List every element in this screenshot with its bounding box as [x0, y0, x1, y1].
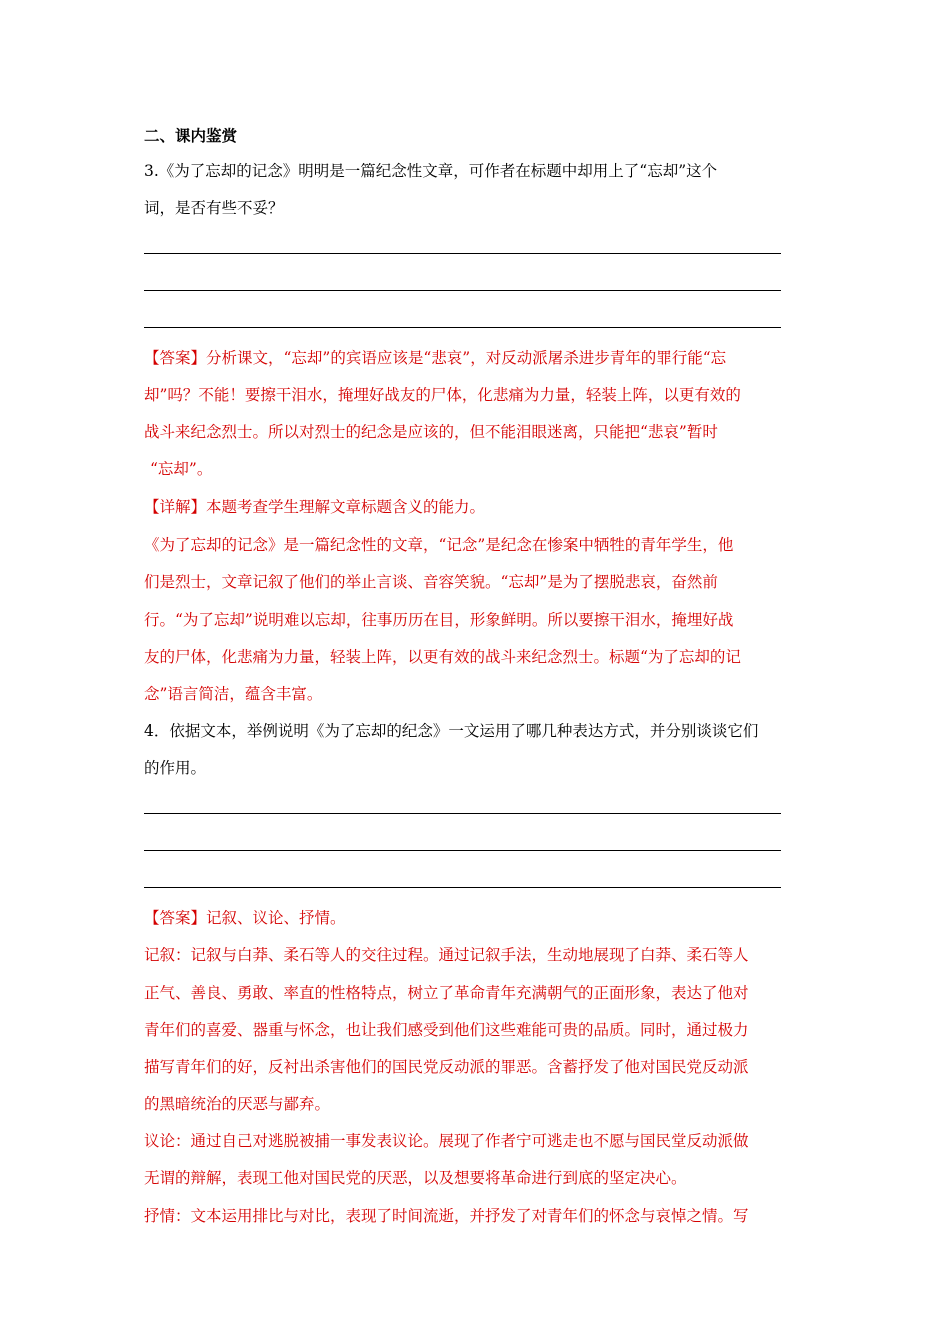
q4-answer-line-3: 正气、善良、勇敢、率直的性格特点，树立了革命青年充满朝气的正面形象，表达了他对	[144, 984, 749, 1002]
question-3-line-1: 3.《为了忘却的记念》明明是一篇纪念性文章，可作者在标题中却用上了“忘却”这个	[144, 162, 718, 180]
q3-detail-line-3: 行。“为了忘却”说明难以忘却，往事历历在目，形象鲜明。所以要擦干泪水，掩埋好战	[144, 611, 734, 629]
q4-answer-line-7: 议论：通过自己对逃脱被捕一事发表议论。展现了作者宁可逃走也不愿与国民堂反动派做	[144, 1132, 749, 1150]
question-4-line-1: 4．依据文本，举例说明《为了忘却的纪念》一文运用了哪几种表达方式，并分别谈谈它们	[144, 722, 759, 740]
q3-detail-label: 【详解】本题考查学生理解文章标题含义的能力。	[144, 498, 486, 516]
answer-blank-line	[144, 887, 781, 888]
q4-answer-line-5: 描写青年们的好，反衬出杀害他们的国民党反动派的罪恶。含蓄抒发了他对国民党反动派	[144, 1058, 749, 1076]
q3-answer-line-4: “忘却”。	[150, 460, 213, 478]
question-4-line-2: 的作用。	[144, 759, 207, 777]
q4-answer-line-4: 青年们的喜爱、器重与怀念，也让我们感受到他们这些难能可贵的品质。同时，通过极力	[144, 1021, 749, 1039]
section-heading: 二、课内鉴赏	[144, 127, 238, 145]
q4-answer-line-8: 无谓的辩解，表现工他对国民党的厌恶，以及想要将革命进行到底的坚定决心。	[144, 1169, 687, 1187]
q3-detail-line-2: 们是烈士，文章记叙了他们的举止言谈、音容笑貌。“忘却”是为了摆脱悲哀，奋然前	[144, 573, 718, 591]
q4-answer-line-2: 记叙：记叙与白莽、柔石等人的交往过程。通过记叙手法，生动地展现了白莽、柔石等人	[144, 946, 749, 964]
q3-detail-line-4: 友的尸体，化悲痛为力量，轻装上阵，以更有效的战斗来纪念烈士。标题“为了忘却的记	[144, 648, 741, 666]
answer-blank-line	[144, 290, 781, 291]
answer-blank-line	[144, 327, 781, 328]
q4-answer-line-6: 的黑暗统治的厌恶与鄙弃。	[144, 1095, 331, 1113]
question-3-line-2: 词，是否有些不妥？	[144, 199, 284, 217]
q4-answer-line-1: 【答案】记叙、议论、抒情。	[144, 909, 346, 927]
q3-detail-line-5: 念”语言简洁，蕴含丰富。	[144, 685, 323, 703]
answer-blank-line	[144, 850, 781, 851]
q3-answer-line-3: 战斗来纪念烈士。所以对烈士的纪念是应该的，但不能泪眼迷离，只能把“悲哀”暂时	[144, 423, 718, 441]
q3-answer-line-1: 【答案】分析课文，“忘却”的宾语应该是“悲哀”，对反动派屠杀进步青年的罪行能“忘	[144, 349, 727, 367]
answer-blank-line	[144, 253, 781, 254]
q3-detail-line-1: 《为了忘却的记念》是一篇纪念性的文章，“记念”是纪念在惨案中牺牲的青年学生，他	[144, 536, 734, 554]
q4-answer-line-9: 抒情：文本运用排比与对比，表现了时间流逝，并抒发了对青年们的怀念与哀悼之情。写	[144, 1207, 749, 1225]
q3-answer-line-2: 却”吗？不能！要擦干泪水，掩埋好战友的尸体，化悲痛为力量，轻装上阵，以更有效的	[144, 386, 741, 404]
answer-blank-line	[144, 813, 781, 814]
